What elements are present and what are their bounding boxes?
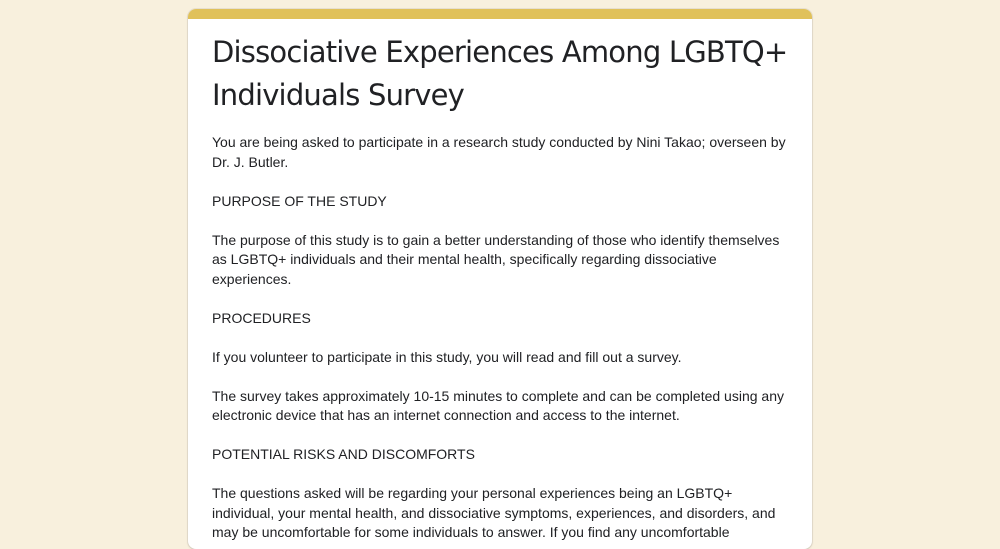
form-header-card [188,9,812,549]
section-heading-purpose: PURPOSE OF THE STUDY [212,192,387,209]
theme-accent-bar [188,9,812,19]
description-paragraph-purpose: The purpose of this study is to gain a better understanding of those who identify themselves as LGBTQ+ individuals and their mental health, specifically regarding dissociative experiences. [212,231,780,287]
section-heading-procedures: PROCEDURES [212,309,311,326]
form-description [212,133,790,543]
description-paragraph-intro: You are being asked to participate in a research study conducted by Nini Takao; overseen by Dr. J. Butler. [212,134,786,170]
section-heading-risks: POTENTIAL RISKS AND DISCOMFORTS [212,446,475,462]
form-title: Dissociative Experiences Among LGBTQ+ Individuals Survey [212,35,788,112]
form-header-content [212,31,790,549]
description-paragraph-procedures-1: If you volunteer to participate in this study, you will read and fill out a survey. [212,348,682,365]
description-paragraph-risks: The questions asked will be regarding your personal experiences being an LGBTQ+ individual, your mental health, and dissociative symptoms, experiences, and disorders, and may be uncomfortable for some individuals to answer. If you find any uncomfortable [212,485,776,540]
description-paragraph-procedures-2: The survey takes approximately 10-15 minutes to complete and can be completed using any electronic device that has an internet connection and access to the internet. [212,387,784,423]
